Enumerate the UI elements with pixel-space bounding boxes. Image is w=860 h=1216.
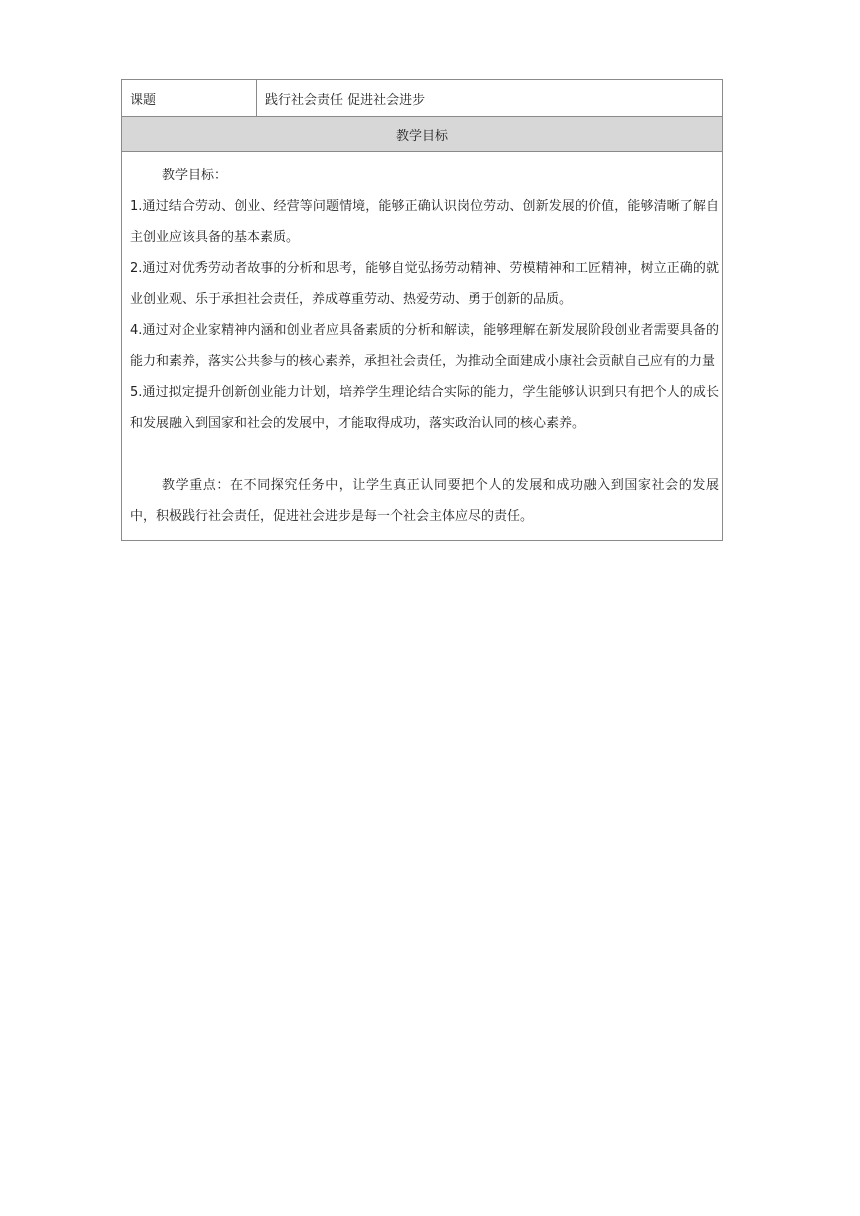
topic-label: 课题 [122, 80, 257, 117]
objectives-row [122, 152, 723, 541]
objective-item: 2.通过对优秀劳动者故事的分析和思考，能够自觉弘扬劳动精神、劳模精神和工匠精神，树立正确的就业创业观、乐于承担社会责任，养成尊重劳动、热爱劳动、勇于创新的品质。 [130, 261, 719, 307]
objectives-cell [122, 152, 723, 541]
spacer [130, 439, 719, 470]
topic-value: 践行社会责任 促进社会进步 [257, 80, 723, 117]
lesson-plan-table [121, 79, 723, 541]
objective-item: 5.通过拟定提升创新创业能力计划，培养学生理论结合实际的能力，学生能够认识到只有把个人的成长和发展融入到国家和社会的发展中，才能取得成功，落实政治认同的核心素养。 [130, 385, 719, 431]
key-point: 教学重点：在不同探究任务中，让学生真正认同要把个人的发展和成功融入到国家社会的发展中，积极践行社会责任，促进社会进步是每一个社会主体应尽的责任。 [130, 478, 719, 524]
objectives-heading: 教学目标： [162, 168, 228, 183]
section-header-row [122, 117, 723, 152]
section-header: 教学目标 [122, 117, 723, 152]
objective-item: 1.通过结合劳动、创业、经营等问题情境，能够正确认识岗位劳动、创新发展的价值，能够清晰了解自主创业应该具备的基本素质。 [130, 199, 719, 245]
topic-row [122, 80, 723, 117]
objective-item: 4.通过对企业家精神内涵和创业者应具备素质的分析和解读，能够理解在新发展阶段创业者需要具备的能力和素养，落实公共参与的核心素养，承担社会责任，为推动全面建成小康社会贡献自己应有的力量 [130, 323, 719, 369]
